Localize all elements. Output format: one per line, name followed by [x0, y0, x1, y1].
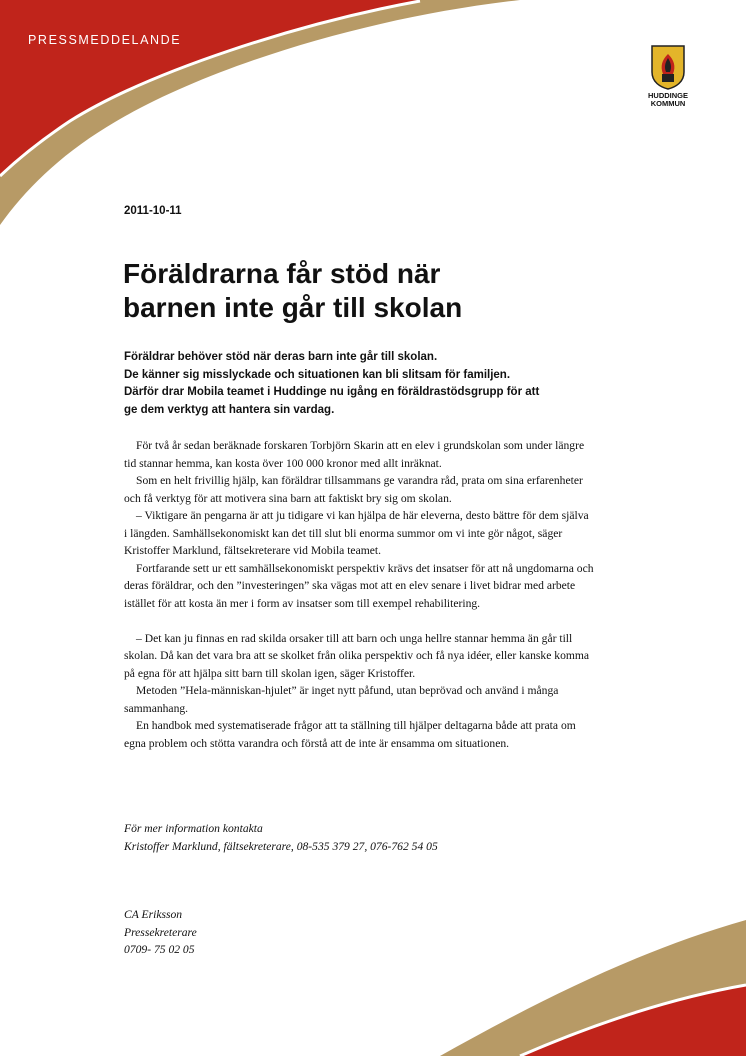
- contact-intro: För mer information kontakta: [124, 822, 263, 835]
- headline-line-1: Föräldrarna får stöd när: [123, 258, 441, 289]
- headline: [123, 257, 603, 325]
- body-paragraph-5: – Det kan ju finnas en rad skilda orsaker till att barn och unga hellre stannar hemma än går till skolan. Då kan det vara bra att se skolket från olika perspektiv och få nya idéer, eller kanske komma på egna för att hjälpa sitt barn till skolan igen, säger Kristoffer.: [124, 631, 590, 680]
- logo-text-line-2: KOMMUN: [650, 99, 686, 108]
- document-type-label: PRESSMEDDELANDE: [28, 33, 182, 47]
- body-paragraph-2: Som en helt frivillig hjälp, kan föräldrar tillsammans ge varandra råd, prata om sina erfarenheter och få verktyg för att motivera sina barn att faktiskt bry sig om skolan.: [124, 474, 583, 505]
- signature-title: Pressekreterare: [124, 925, 197, 939]
- lead-line-3: Därför drar Mobila teamet i Huddinge nu igång en föräldrastödsgrupp för att: [124, 386, 540, 398]
- lead-paragraph: [124, 349, 604, 419]
- signature-name: CA Eriksson: [124, 908, 183, 921]
- coat-of-arms-icon: [650, 44, 686, 90]
- contact-person: Kristoffer Marklund, fältsekreterare, 08-535 379 27, 076-762 54 05: [124, 839, 438, 853]
- huddinge-logo: [640, 44, 696, 108]
- body-paragraph-3: – Viktigare än pengarna är att ju tidigare vi kan hjälpa de här eleverna, desto bättre för dem själva i längden. Samhällsekonomiskt kan det till slut bli enorma summor om vi inte gör något, säger Kristoffer Marklund, fältsekreterare vid Mobila teamet.: [124, 509, 589, 557]
- lead-line-2: De känner sig misslyckade och situationen kan bli slitsam för familjen.: [124, 368, 511, 381]
- signature-phone: 0709- 75 02 05: [124, 943, 195, 956]
- logo-text-line-1: HUDDINGE: [647, 91, 688, 100]
- headline-line-2: barnen inte går till skolan: [123, 292, 463, 323]
- body-paragraph-1: För två år sedan beräknade forskaren Torbjörn Skarin att en elev i grundskolan som under längre tid stannar hemma, kan kosta över 100 000 kronor med allt inräknat.: [124, 439, 585, 470]
- release-date: 2011-10-11: [124, 205, 182, 217]
- body-paragraph-6: Metoden ”Hela-människan-hjulet” är inget nytt påfund, utan beprövad och använd i många sammanhang.: [124, 684, 559, 715]
- body-paragraph-4: Fortfarande sett ur ett samhällsekonomiskt perspektiv krävs det insatser för att nå ungdomarna och deras föräldrar, och den ”investeringen” ska vägas mot att en elev senare i livet bidrar med arbete istället för att kosta än mer i form av insatser som till exempel rehabilitering.: [124, 561, 594, 610]
- article-body: [124, 437, 594, 752]
- lead-line-1: Föräldrar behöver stöd när deras barn inte går till skolan.: [124, 351, 438, 363]
- signature-block: [124, 906, 424, 959]
- body-paragraph-7: En handbok med systematiserade frågor att ta ställning till hjälper deltagarna både att prata om egna problem och stötta varandra och förstå att de inte är ensamma om situationen.: [124, 719, 576, 750]
- lead-line-4: ge dem verktyg att hantera sin vardag.: [124, 403, 335, 416]
- contact-info: [124, 820, 594, 855]
